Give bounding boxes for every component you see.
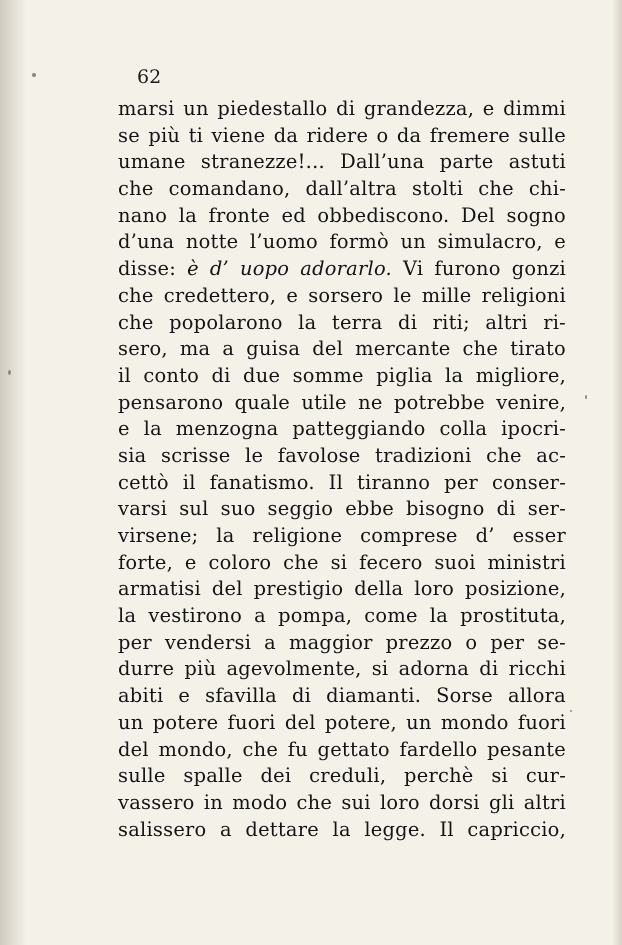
text-line: abiti e sfavilla di diamanti. Sorse allora [118,684,566,708]
text-line: sulle spalle dei creduli, perchè si cur- [118,764,566,788]
text-line: sero, ma a guisa del mercante che tirato [118,337,566,361]
text-line: la vestirono a pompa, come la prostituta, [118,604,566,628]
paper-speck [570,710,572,712]
body-text [118,96,566,843]
text-line: per vendersi a maggior prezzo o per se- [118,630,566,654]
text-line: armatisi del prestigio della loro posizione, [118,577,566,601]
text-line: che credettero, e sorsero le mille religioni [118,283,566,307]
text-line: forte, e coloro che si fecero suoi ministri [118,550,566,574]
page-number: 62 [137,66,162,88]
text-line: durre più agevolmente, si adorna di ricchi [118,657,566,681]
text-line: un potere fuori del potere, un mondo fuori [118,710,566,734]
italic-phrase: è d’ uopo adorarlo. [187,257,392,281]
text-line: vassero in modo che sui loro dorsi gli altri [118,790,566,814]
text-line: il conto di due somme piglia la migliore, [118,363,566,387]
text-line [118,256,566,283]
text-line-segment: disse: [118,257,188,281]
text-line: marsi un piedestallo di grandezza, e dimmi [118,97,566,120]
text-line: cettò il fanatismo. Il tiranno per conser- [118,470,566,494]
text-line: varsi sul suo seggio ebbe bisogno di ser- [118,497,566,521]
text-line: e la menzogna patteggiando colla ipocri- [118,417,566,441]
paper-speck [8,370,11,375]
text-line: se più ti viene da ridere o da fremere sulle [118,123,566,147]
text-line: d’una notte l’uomo formò un simulacro, e [118,230,566,254]
text-line: pensarono quale utile ne potrebbe venire, [118,390,566,414]
text-line: virsene; la religione comprese d’ esser [118,524,566,547]
text-line: che comandano, dall’altra stolti che chi- [118,177,566,201]
text-line: che popolarono la terra di riti; altri ri- [118,310,566,334]
text-line: umane stranezze!... Dall’una parte astuti [118,150,566,174]
text-line: sia scrisse le favolose tradizioni che ac- [118,443,566,467]
paper-speck [585,395,587,399]
paper-speck [32,73,36,77]
text-line: salissero a dettare la legge. Il capriccio, [118,817,566,841]
page-gutter-shadow [0,0,26,945]
text-line: del mondo, che fu gettato fardello pesante [118,737,566,761]
text-line-segment: Vi furono gonzi [391,257,566,281]
text-line: nano la fronte ed obbediscono. Del sogno [118,203,566,227]
page-edge-shadow [612,0,622,945]
